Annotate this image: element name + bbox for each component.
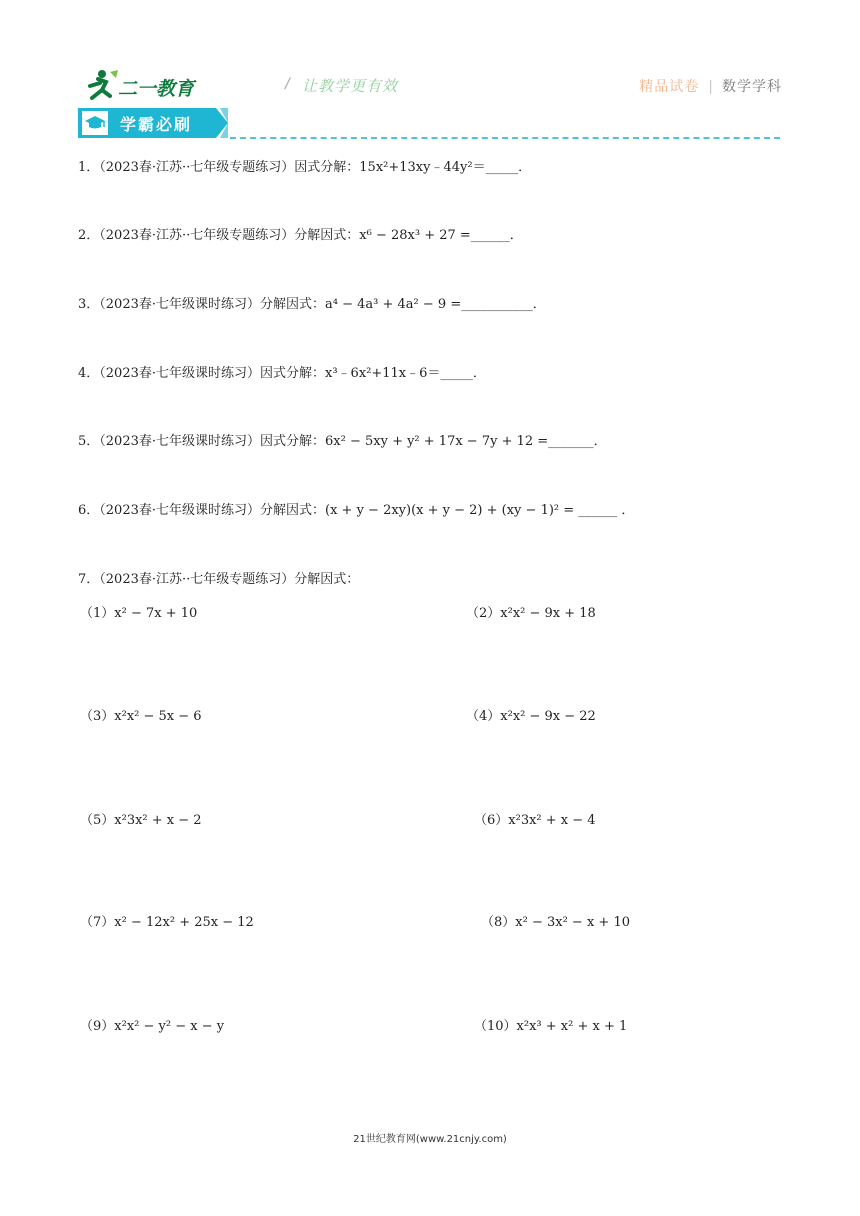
runner-logo-icon bbox=[80, 68, 120, 102]
question-source: （2023春·七年级课时练习） bbox=[99, 503, 260, 518]
question-source: （2023春·七年级课时练习） bbox=[99, 297, 260, 312]
subpart-expression: x²3x² + x − 4 bbox=[508, 813, 596, 828]
question-number: 7． bbox=[78, 572, 100, 587]
question-stem: 因式分解： bbox=[294, 160, 360, 175]
page-header bbox=[80, 68, 782, 104]
subpart-expression: x²x³ + x² + x + 1 bbox=[516, 1019, 628, 1034]
question-source: （2023春·江苏··七年级专题练习） bbox=[99, 160, 295, 175]
question-stem: 分解因式： bbox=[294, 228, 360, 243]
subpart-label: （10） bbox=[474, 1019, 517, 1034]
subpart-expression: x²3x² + x − 2 bbox=[114, 813, 202, 828]
subpart-label: （5） bbox=[80, 813, 115, 828]
question-number: 6． bbox=[78, 503, 100, 518]
question-stem: 因式分解： bbox=[260, 434, 326, 449]
question-source: （2023春·七年级课时练习） bbox=[99, 434, 260, 449]
question-4 bbox=[78, 364, 486, 384]
subpart-label: （1） bbox=[80, 606, 115, 621]
question-expression: x³﹣6x²+11x﹣6＝_____． bbox=[325, 366, 486, 381]
question-stem: 分解因式： bbox=[260, 297, 326, 312]
subpart-label: （3） bbox=[80, 709, 115, 724]
subpart-3 bbox=[80, 707, 202, 727]
question-source: （2023春·江苏··七年级专题练习） bbox=[99, 572, 295, 587]
brand-slogan: 让教学更有效 bbox=[302, 77, 399, 95]
question-7 bbox=[78, 570, 359, 590]
subpart-1 bbox=[80, 604, 197, 624]
subpart-10 bbox=[474, 1017, 627, 1037]
subpart-label: （6） bbox=[474, 813, 509, 828]
subpart-8 bbox=[481, 913, 630, 933]
question-expression: x⁶ − 28x³ + 27 =______． bbox=[359, 228, 523, 243]
subpart-expression: x²x² − 5x − 6 bbox=[114, 709, 202, 724]
question-expression: 6x² − 5xy + y² + 17x − 7y + 12 =_______． bbox=[325, 434, 607, 449]
subpart-6 bbox=[474, 811, 596, 831]
page-footer: 21世纪教育网(www.21cnjy.com) bbox=[353, 1134, 507, 1145]
question-stem: 因式分解： bbox=[260, 366, 326, 381]
question-number: 5． bbox=[78, 434, 100, 449]
section-title: 学霸必刷 bbox=[120, 115, 193, 134]
subpart-label: （8） bbox=[481, 915, 516, 930]
subpart-expression: x² − 12x² + 25x − 12 bbox=[114, 915, 254, 930]
question-6 bbox=[78, 501, 634, 521]
subpart-expression: x² − 7x + 10 bbox=[114, 606, 198, 621]
question-expression: (x + y − 2xy)(x + y − 2) + (xy − 1)² = ______ ． bbox=[325, 503, 635, 518]
subpart-7 bbox=[80, 913, 254, 933]
question-expression: 15x²+13xy﹣44y²＝_____． bbox=[359, 160, 532, 175]
question-1 bbox=[78, 158, 531, 178]
question-expression: a⁴ − 4a³ + 4a² − 9 =___________． bbox=[325, 297, 546, 312]
question-stem: 分解因式： bbox=[260, 503, 326, 518]
header-separator: | bbox=[708, 79, 713, 95]
question-source: （2023春·七年级课时练习） bbox=[99, 366, 260, 381]
header-right bbox=[639, 76, 782, 96]
subpart-5 bbox=[80, 811, 202, 831]
question-source: （2023春·江苏··七年级专题练习） bbox=[99, 228, 295, 243]
question-number: 2． bbox=[78, 228, 100, 243]
subpart-4 bbox=[466, 707, 596, 727]
subpart-label: （2） bbox=[466, 606, 501, 621]
brand-name: 二一教育 bbox=[118, 78, 195, 100]
question-number: 1． bbox=[78, 160, 100, 175]
question-stem: 分解因式： bbox=[294, 572, 360, 587]
graduation-cap-icon bbox=[84, 114, 106, 132]
subpart-2 bbox=[466, 604, 596, 624]
subject-label: 数学学科 bbox=[722, 79, 782, 95]
subpart-9 bbox=[80, 1017, 224, 1037]
question-5 bbox=[78, 432, 607, 452]
header-slash: / bbox=[285, 76, 290, 92]
subpart-label: （7） bbox=[80, 915, 115, 930]
subpart-expression: x²x² − y² − x − y bbox=[114, 1019, 225, 1034]
subpart-expression: x²x² − 9x − 22 bbox=[500, 709, 596, 724]
question-2 bbox=[78, 226, 523, 246]
question-3 bbox=[78, 295, 546, 315]
brand-logo bbox=[80, 68, 230, 102]
subpart-label: （9） bbox=[80, 1019, 115, 1034]
section-divider bbox=[230, 137, 780, 139]
subpart-label: （4） bbox=[466, 709, 501, 724]
subpart-expression: x²x² − 9x + 18 bbox=[500, 606, 596, 621]
exam-label: 精品试卷 bbox=[639, 79, 700, 95]
question-number: 3． bbox=[78, 297, 100, 312]
subpart-expression: x² − 3x² − x + 10 bbox=[515, 915, 630, 930]
section-banner bbox=[78, 108, 782, 138]
question-number: 4． bbox=[78, 366, 100, 381]
